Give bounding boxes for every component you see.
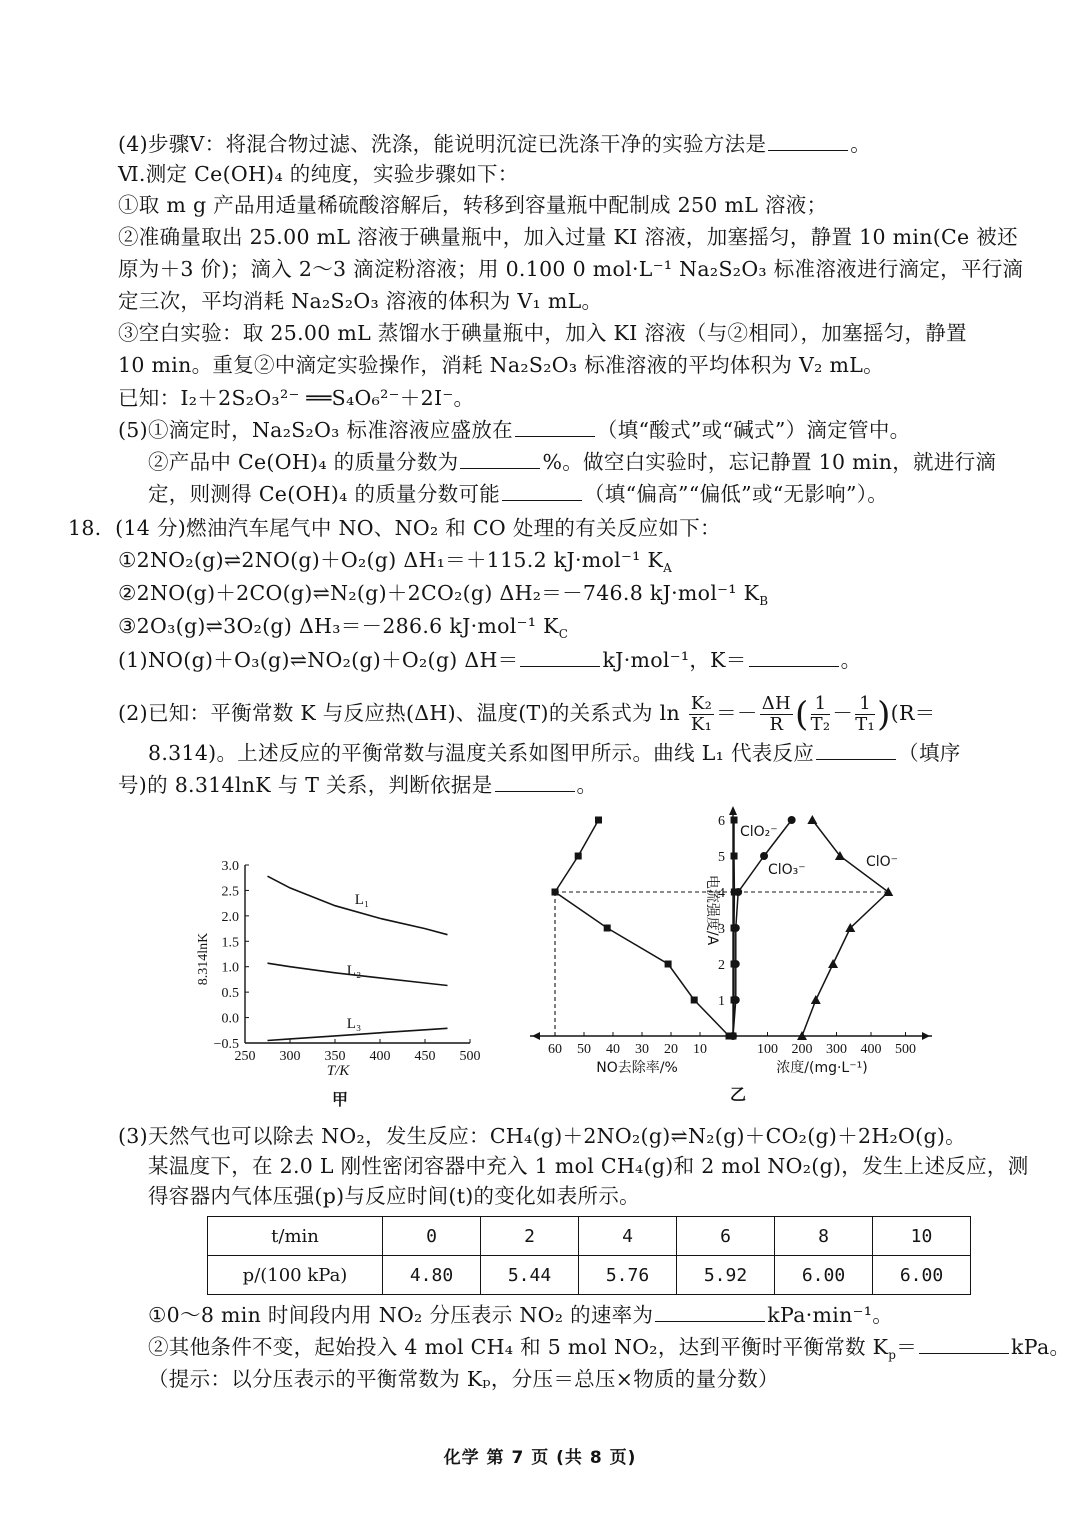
x-axis-right-arrow <box>922 1032 930 1040</box>
reaction-2 <box>118 577 768 609</box>
q5-1-text: (5)①滴定时，Na₂S₂O₃ 标准溶液应盛放在 <box>118 418 513 442</box>
q4-end: 。 <box>850 132 872 156</box>
y-tick-label: 4 <box>718 886 725 901</box>
q5-2-text-mid: %。做空白实验时，忘记静置 10 min，就进行滴 <box>542 450 997 474</box>
part3a: (3)天然气也可以除去 NO₂，发生反应：CH₄(g)＋2NO₂(g)⇌N₂(g)＋CO₂(g)＋2H₂O(g)。 <box>118 1124 966 1148</box>
frac-den: T₁ <box>855 714 876 735</box>
table-header-pressure: p/(100 kPa) <box>208 1256 383 1295</box>
table-row <box>208 1217 971 1256</box>
data-point <box>731 853 738 860</box>
x-tick-label-left: 40 <box>606 1042 620 1057</box>
table-cell: 2 <box>481 1217 579 1256</box>
frac-den: T₂ <box>810 714 831 735</box>
y-tick-label: 1 <box>718 994 725 1009</box>
data-point <box>828 959 838 968</box>
q18-intro: (14 分)燃油汽车尾气中 NO、NO₂ 和 CO 处理的有关反应如下： <box>115 516 721 540</box>
q5-2-text: ②产品中 Ce(OH)₄ 的质量分数为 <box>148 450 459 474</box>
part1-text-mid: kJ·mol⁻¹，K＝ <box>602 648 747 672</box>
figure-caption: 甲 <box>331 1092 349 1109</box>
frac-num: 1 <box>811 694 831 715</box>
page-footer: 化学 第 7 页 (共 8 页) <box>443 1448 637 1468</box>
step6-s2a: ②准确量取出 25.00 mL 溶液于碘量瓶中，加入过量 KI 溶液，加塞摇匀，静置 10 min(Ce 被还 <box>118 225 1018 249</box>
figures <box>0 800 1080 1120</box>
data-point <box>732 960 740 968</box>
part3d-line <box>148 1299 893 1331</box>
table-cell: 5.92 <box>677 1256 775 1295</box>
x-tick-label-left: 30 <box>635 1042 649 1057</box>
part2b-text: 8.314)。上述反应的平衡常数与温度关系如图甲所示。曲线 L₁ 代表反应 <box>148 741 815 765</box>
part3e-text: ②其他条件不变，起始投入 4 mol CH₄ 和 5 mol NO₂，达到平衡时平衡常数 K <box>148 1335 889 1359</box>
q5-1-text-end: （填“酸式”或“碱式”）滴定管中。 <box>596 418 911 442</box>
table-cell: 6.00 <box>873 1256 971 1295</box>
hint: （提示：以分压表示的平衡常数为 Kₚ，分压＝总压×物质的量分数） <box>148 1367 779 1391</box>
table-cell: 6.00 <box>775 1256 873 1295</box>
data-point <box>734 888 742 896</box>
data-point <box>595 817 602 824</box>
table-cell: 4.80 <box>383 1256 481 1295</box>
q4-line <box>118 128 871 160</box>
x-tick-label: 450 <box>414 1049 436 1064</box>
part2-line: (2)已知：平衡常数 K 与反应热(ΔH)、温度(T)的关系式为 ln $\frac{\text{K₂}}{\text{K₁}}$ ＝－ $\frac{\Delta H}{R}$ ( $\frac{1}{\text{T₂}}$ － $\frac{1}{\text{T₁}}$ )(R＝ <box>118 693 936 735</box>
x-tick-label-right: 400 <box>860 1042 882 1057</box>
answer-blank[interactable] <box>502 480 582 501</box>
data-point <box>575 853 582 860</box>
y-tick-label: 1.5 <box>221 935 239 951</box>
frac-num: 1 <box>855 694 875 715</box>
data-point <box>811 995 821 1004</box>
reaction-3-text: ③2O₃(g)⇌3O₂(g) ΔH₃＝－286.6 kJ·mol⁻¹ K <box>118 614 559 638</box>
step6-s3b: 10 min。重复②中滴定实验操作，消耗 Na₂S₂O₃ 标准溶液的平均体积为 V₂ mL。 <box>118 353 884 377</box>
q5-2d-text: （填“偏高”“偏低”或“无影响”）。 <box>584 482 889 506</box>
reaction-1-text: ①2NO₂(g)⇌2NO(g)＋O₂(g) ΔH₁＝＋115.2 kJ·mol⁻¹ K <box>118 548 664 572</box>
x-axis-left-arrow <box>532 1032 540 1040</box>
series-label: ClO₂⁻ <box>740 824 778 840</box>
step6-title: Ⅵ.测定 Ce(OH)₄ 的纯度，实验步骤如下： <box>118 162 519 186</box>
data-point <box>691 997 698 1004</box>
part1-end: 。 <box>840 648 862 672</box>
reaction-3 <box>118 610 568 642</box>
q5-1-line <box>118 414 910 446</box>
part2c-line <box>118 769 597 801</box>
step6-s1: ①取 m g 产品用适量稀硫酸溶解后，转移到容量瓶中配制成 250 mL 溶液； <box>118 193 828 217</box>
y-axis-label: 8.314lnK <box>196 932 211 986</box>
x-tick-label-right: 100 <box>757 1042 778 1057</box>
x-tick-label-left: 60 <box>548 1042 562 1057</box>
part3d-end: kPa·min⁻¹。 <box>767 1303 894 1327</box>
inv-t2-fraction <box>811 694 831 735</box>
data-point <box>552 889 559 896</box>
frac-den: R <box>769 714 784 735</box>
step6-s2c: 定三次，平均消耗 Na₂S₂O₃ 溶液的体积为 V₁ mL。 <box>118 289 603 313</box>
series-line <box>555 820 729 1036</box>
answer-blank[interactable] <box>655 1301 765 1322</box>
frac-num: ΔH <box>761 693 792 714</box>
table-cell: 5.76 <box>579 1256 677 1295</box>
part1-text: (1)NO(g)＋O₃(g)⇌NO₂(g)＋O₂(g) ΔH＝ <box>118 648 519 672</box>
part3d-text: ①0～8 min 时间段内用 NO₂ 分压表示 NO₂ 的速率为 <box>148 1303 654 1327</box>
figure-caption: 乙 <box>729 1087 747 1104</box>
data-point <box>729 1032 737 1040</box>
chart-yi <box>530 806 932 1104</box>
x-axis-label-right: 浓度/(mg·L⁻¹) <box>776 1060 868 1076</box>
y-tick-label: 3.0 <box>221 859 239 874</box>
table-cell: 0 <box>383 1217 481 1256</box>
part1-line <box>118 644 861 676</box>
y-tick-label: 2.5 <box>221 884 239 900</box>
q5-2c-line <box>148 478 888 510</box>
answer-blank[interactable] <box>768 130 848 151</box>
y-tick-label: 2 <box>718 958 725 973</box>
y-tick-label: 2.0 <box>221 909 239 925</box>
series-label: ClO₃⁻ <box>768 862 806 878</box>
frac-den: K₁ <box>690 714 713 735</box>
reaction-1-k: A <box>663 561 673 576</box>
table-cell: 10 <box>873 1217 971 1256</box>
table-cell: 6 <box>677 1217 775 1256</box>
x-tick-label-right: 200 <box>791 1042 813 1057</box>
series-line <box>733 820 792 1036</box>
minus-sign: － <box>832 701 854 725</box>
y-tick-label: −0.5 <box>213 1037 239 1052</box>
part2b-end: （填序 <box>898 741 961 765</box>
q4-text: (4)步骤Ⅴ：将混合物过滤、洗涤，能说明沉淀已洗涤干净的实验方法是 <box>118 132 767 156</box>
q18-line <box>68 512 721 544</box>
table-cell: 5.44 <box>481 1256 579 1295</box>
y-tick-label: 0.0 <box>221 1011 239 1027</box>
table-row <box>208 1256 971 1295</box>
data-point <box>807 815 817 824</box>
y-axis-arrow <box>729 806 737 815</box>
x-tick-label: 300 <box>279 1049 301 1064</box>
x-tick-label-left: 20 <box>664 1042 678 1057</box>
part2-text: (2)已知：平衡常数 K 与反应热(ΔH)、温度(T)的关系式为 ln <box>118 701 681 725</box>
equals-minus: ＝－ <box>716 701 758 725</box>
data-point <box>665 961 672 968</box>
part2b-line <box>148 737 961 769</box>
part3e-end: kPa。 <box>1011 1335 1071 1359</box>
reaction-3-k: C <box>558 627 569 642</box>
answer-blank[interactable] <box>749 646 839 667</box>
x-tick-label-right: 300 <box>826 1042 847 1057</box>
inv-t1-fraction <box>855 694 875 735</box>
table-cell: 4 <box>579 1217 677 1256</box>
answer-blank[interactable] <box>460 448 540 469</box>
chart-jia <box>196 859 481 1109</box>
question-number: 18. <box>68 516 102 540</box>
series-label: ClO⁻ <box>866 854 899 870</box>
y-axis-label: 电流强度/A <box>704 874 720 946</box>
x-tick-label-left: 50 <box>577 1042 591 1057</box>
reaction-1 <box>118 544 672 576</box>
x-axis-label-left: NO去除率/% <box>596 1060 678 1076</box>
step6-s3a: ③空白实验：取 25.00 mL 蒸馏水于碘量瓶中，加入 KI 溶液（与②相同），加塞摇匀，静置 <box>118 321 967 345</box>
x-tick-label: 500 <box>459 1049 481 1064</box>
q5-2-line <box>148 446 996 478</box>
pressure-table <box>207 1216 971 1295</box>
y-tick-label: 5 <box>718 850 725 865</box>
x-tick-label-left: 10 <box>693 1042 707 1057</box>
part2-tail: (R＝ <box>890 701 936 725</box>
y-tick-label: 6 <box>718 814 725 829</box>
x-axis-label: T/K <box>326 1063 350 1079</box>
series-label-L2: L₂ <box>346 963 362 979</box>
answer-blank[interactable] <box>919 1333 1009 1354</box>
data-point <box>788 816 796 824</box>
data-point <box>760 852 768 860</box>
data-point <box>731 817 738 824</box>
part3c: 得容器内气体压强(p)与反应时间(t)的变化如表所示。 <box>148 1184 640 1208</box>
data-point <box>732 996 740 1004</box>
kp-sub: p <box>888 1348 897 1363</box>
dh-r-fraction <box>760 694 793 735</box>
answer-blank[interactable] <box>495 771 575 792</box>
reaction-2-k: B <box>759 594 769 609</box>
step6-s2b: 原为＋3 价)；滴入 2～3 滴淀粉溶液；用 0.100 0 mol·L⁻¹ Na₂S₂O₃ 标准溶液进行滴定，平行滴 <box>118 257 1024 281</box>
k-ratio-fraction <box>689 694 714 735</box>
part3e-eq: ＝ <box>896 1335 918 1359</box>
y-tick-label: 3 <box>718 922 725 937</box>
answer-blank[interactable] <box>816 739 896 760</box>
part2c-end: 。 <box>576 773 598 797</box>
part2c-text: 号)的 8.314lnK 与 T 关系，判断依据是 <box>118 773 493 797</box>
part3e-line <box>148 1331 1070 1363</box>
known-equation: 已知：I₂＋2S₂O₃²⁻ ══S₄O₆²⁻＋2I⁻。 <box>118 386 475 410</box>
x-tick-label: 400 <box>369 1049 391 1064</box>
answer-blank[interactable] <box>520 646 600 667</box>
q5-2c-text: 定，则测得 Ce(OH)₄ 的质量分数可能 <box>148 482 501 506</box>
x-tick-label: 250 <box>234 1049 256 1064</box>
y-tick-label: 0.5 <box>221 986 239 1002</box>
table-header-time: t/min <box>208 1217 383 1256</box>
reaction-2-text: ②2NO(g)＋2CO(g)⇌N₂(g)＋2CO₂(g) ΔH₂＝－746.8 kJ·mol⁻¹ K <box>118 581 760 605</box>
part3b: 某温度下，在 2.0 L 刚性密闭容器中充入 1 mol CH₄(g)和 2 mol NO₂(g)，发生上述反应，测 <box>148 1154 1029 1178</box>
data-point <box>604 925 611 932</box>
y-tick-label: 1.0 <box>221 960 239 976</box>
data-point <box>732 924 740 932</box>
x-tick-label-right: 500 <box>895 1042 916 1057</box>
answer-blank[interactable] <box>515 416 595 437</box>
series-label-L3: L₃ <box>346 1016 362 1032</box>
table-cell: 8 <box>775 1217 873 1256</box>
x-tick-label: 350 <box>324 1049 346 1064</box>
frac-num: K₂ <box>690 693 713 714</box>
series-label-L1: L₁ <box>354 892 370 908</box>
